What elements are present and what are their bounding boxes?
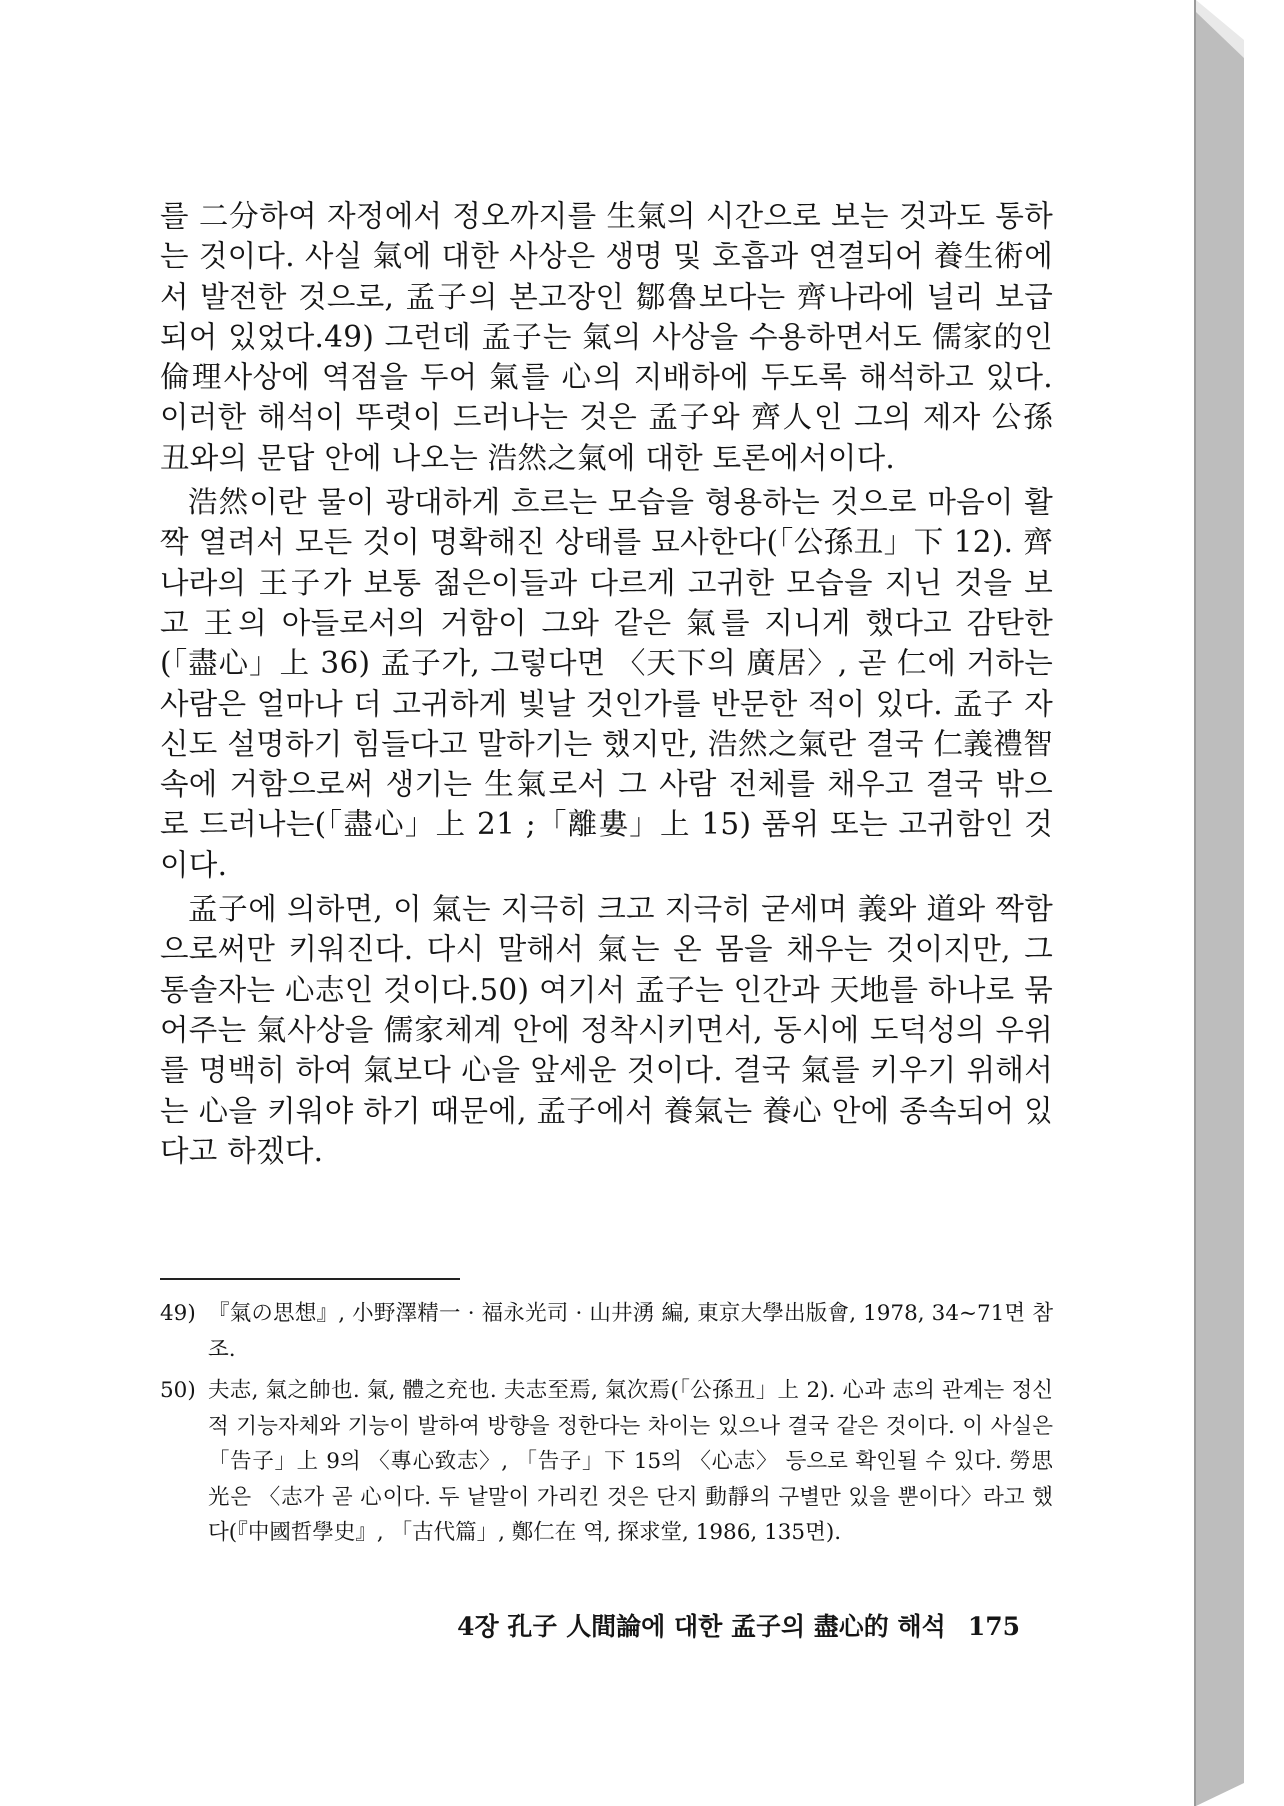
- footnote-50: [160, 1373, 1053, 1551]
- paragraph-2: 浩然이란 물이 광대하게 흐르는 모습을 형용하는 것으로 마음이 활짝 열려서 모든 것이 명확해진 상태를 묘사한다(「公孫丑」下 12). 齊나라의 王子가 보통 젊은이들과 다르게 고귀한 모습을 지닌 것을 보고 王의 아들로서의 거함이 그와 같은 氣를 지니게 했다고 감탄한(「盡心」上 36) 孟子가, 그렇다면 〈天下의 廣居〉, 곧 仁에 거하는 사람은 얼마나 더 고귀하게 빛날 것인가를 반문한 적이 있다. 孟子 자신도 설명하기 힘들다고 말하기는 했지만, 浩然之氣란 결국 仁義禮智 속에 거함으로써 생기는 生氣로서 그 사람 전체를 채우고 결국 밖으로 드러나는(「盡心」上 21 ;「離婁」上 15) 품위 또는 고귀함인 것이다.: [160, 485, 1053, 882]
- book-edge-right: [1196, 0, 1244, 1806]
- footnote-text: 夫志, 氣之帥也. 氣, 體之充也. 夫志至焉, 氣次焉(「公孫丑」上 2). 心과 志의 관계는 정신적 기능자체와 기능이 발하여 방향을 정한다는 차이는 있으나 결국 같은 것이다. 이 사실은 「告子」上 9의 〈專心致志〉, 「告子」下 15의 〈心志〉 등으로 확인될 수 있다. 勞思光은 〈志가 곧 心이다. 두 낱말이 가리킨 것은 단지 動靜의 구별만 있을 뿐이다〉라고 했다(『中國哲學史』, 「古代篇」, 鄭仁在 역, 探求堂, 1986, 135면).: [208, 1378, 1053, 1545]
- footnote-number: 49): [160, 1301, 196, 1326]
- page-number: 175: [967, 1612, 1020, 1641]
- footnote-number: 50): [160, 1378, 196, 1403]
- footnotes: [160, 1296, 1053, 1557]
- running-footer: [160, 1610, 1020, 1644]
- footnote-text: 『氣の思想』, 小野澤精一 · 福永光司 · 山井湧 編, 東京大學出版會, 1978, 34~71면 참조.: [208, 1301, 1053, 1362]
- chapter-title: 4장 孔子 人間論에 대한 孟子의 盡心的 해석: [457, 1612, 946, 1641]
- body-text: [160, 196, 1053, 1171]
- paragraph-3: 孟子에 의하면, 이 氣는 지극히 크고 지극히 굳세며 義와 道와 짝함으로써만 키워진다. 다시 말해서 氣는 온 몸을 채우는 것이지만, 그 통솔자는 心志인 것이다.50) 여기서 孟子는 인간과 天地를 하나로 묶어주는 氣사상을 儒家체계 안에 정착시키면서, 동시에 도덕성의 우위를 명백히 하여 氣보다 心을 앞세운 것이다. 결국 氣를 키우기 위해서는 心을 키워야 하기 때문에, 孟子에서 養氣는 養心 안에 종속되어 있다고 하겠다.: [160, 892, 1053, 1168]
- paragraph-1: 를 二分하여 자정에서 정오까지를 生氣의 시간으로 보는 것과도 통하는 것이다. 사실 氣에 대한 사상은 생명 및 호흡과 연결되어 養生術에서 발전한 것으로, 孟子의 본고장인 鄒魯보다는 齊나라에 널리 보급되어 있었다.49) 그런데 孟子는 氣의 사상을 수용하면서도 儒家的인 倫理사상에 역점을 두어 氣를 心의 지배하에 두도록 해석하고 있다. 이러한 해석이 뚜렷이 드러나는 것은 孟子와 齊人인 그의 제자 公孫丑와의 문답 안에 나오는 浩然之氣에 대한 토론에서이다.: [160, 199, 1053, 475]
- footnote-divider: [160, 1278, 460, 1280]
- footnote-49: [160, 1296, 1053, 1367]
